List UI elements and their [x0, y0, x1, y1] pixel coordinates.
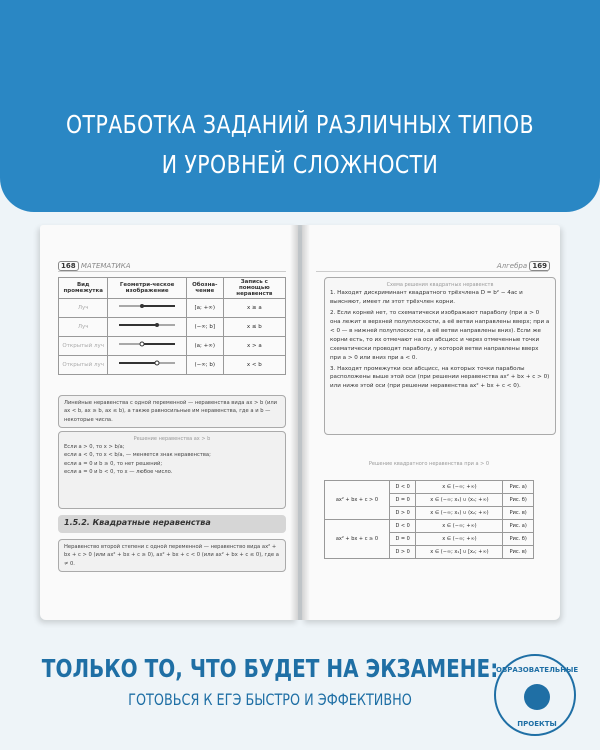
- right-header-rule: [316, 271, 548, 272]
- interval-notation: [a; +∞): [186, 299, 223, 318]
- list-item: если a < 0, то x < b/a, — меняется знак неравенства;: [64, 452, 211, 459]
- table-header-cell: Запись с помощью неравенств: [223, 278, 285, 299]
- left-page-number: 168: [58, 261, 79, 271]
- interval-notation: (a; +∞): [186, 337, 223, 356]
- scheme-step-2: 2. Если корней нет, то схематически изображают параболу (при a > 0 она лежит в верхней полуплоскости, а её ветви направлены вверх; при a < 0 — в нижней полуплоскости, а её ветви направлены вниз). Если же корни есть, то их отмечают на оси абсцисс и через отмеченные точки схематически проводят параболу, у которой ветви направлены вверх при a > 0 или вниз при a < 0.: [330, 309, 550, 361]
- intervals-table-header: [59, 278, 286, 299]
- discriminant-cell: D < 0: [389, 520, 416, 533]
- publisher-logo: [494, 654, 579, 736]
- linear-solution-title: Решение неравенства ax > b: [133, 436, 211, 442]
- scheme-step-3: 3. Находят промежутки оси абсцисс, на которых точки параболы расположены выше этой оси (при решении неравенства ax² + bx + c > 0) или ниже этой оси (при решении неравенства ax² + bx + c < 0).: [330, 365, 550, 390]
- quadratic-solution-table: [324, 480, 534, 559]
- table-row: [325, 481, 534, 494]
- interval-inequality: x < b: [223, 356, 285, 375]
- quadratic-table-title: Решение квадратного неравенства при a > 0: [368, 461, 490, 467]
- right-running-head: [497, 261, 550, 271]
- left-header-rule: [58, 271, 286, 272]
- answer-cell: x ∈ (−∞; +∞): [416, 533, 503, 546]
- number-line-figure: [108, 299, 187, 318]
- discriminant-cell: D > 0: [389, 507, 416, 520]
- answer-cell: x ∈ (−∞; +∞): [416, 520, 503, 533]
- logo-top-text: ОБРАЗОВАТЕЛЬНЫЕ: [496, 666, 579, 674]
- table-row: [59, 299, 286, 318]
- inequality-cell: ax² + bx + c > 0: [325, 481, 390, 520]
- number-line-figure: [108, 337, 187, 356]
- scheme-step-1: 1. Находят дискриминант квадратного трёхчлена D = b² − 4ac и выясняют, имеет ли этот трёхчлен корни.: [330, 290, 523, 305]
- intervals-table: [58, 277, 286, 375]
- list-item: если a = 0 и b < 0, то x — любое число.: [64, 468, 173, 475]
- answer-cell: x ∈ (−∞; +∞): [416, 481, 503, 494]
- table-row: [59, 356, 286, 375]
- right-page-number: 169: [529, 261, 550, 271]
- left-page: [40, 225, 298, 620]
- figure-cell: Рис. б): [503, 533, 534, 546]
- discriminant-cell: D < 0: [389, 481, 416, 494]
- table-row: [59, 318, 286, 337]
- table-row: [59, 337, 286, 356]
- linear-solution-box: [58, 431, 286, 509]
- section-heading: 1.5.2. Квадратные неравенства: [58, 515, 286, 533]
- interval-inequality: x ≥ a: [223, 299, 285, 318]
- banner-headline-line1: ОТРАБОТКА ЗАДАНИЙ РАЗЛИЧНЫХ ТИПОВ: [65, 110, 535, 139]
- open-book: [40, 225, 560, 625]
- interval-kind: Луч: [59, 299, 108, 318]
- figure-cell: Рис. в): [503, 546, 534, 559]
- left-running-title: МАТЕМАТИКА: [80, 262, 131, 270]
- number-line-figure: [108, 318, 187, 337]
- table-header-cell: Вид промежутка: [59, 278, 108, 299]
- interval-inequality: x > a: [223, 337, 285, 356]
- figure-cell: Рис. б): [503, 494, 534, 507]
- quadratic-definition: Неравенство второй степени с одной переменной — неравенство вида ax² + bx + c > 0 (или ax² + bx + c ≥ 0), ax² + bx + c < 0 (или ax² + bx + c ≤ 0), где a ≠ 0.: [64, 544, 279, 567]
- logo-bottom-text: ПРОЕКТЫ: [517, 720, 557, 728]
- interval-kind: Открытый луч: [59, 337, 108, 356]
- discriminant-cell: D = 0: [389, 494, 416, 507]
- inequality-cell: ax² + bx + c ≥ 0: [325, 520, 390, 559]
- table-header-cell: Обозна-чение: [186, 278, 223, 299]
- answer-cell: x ∈ (−∞; x₁] ∪ [x₂; +∞): [416, 546, 503, 559]
- interval-kind: Луч: [59, 318, 108, 337]
- table-header-cell: Геометри-ческое изображение: [108, 278, 187, 299]
- list-item: Если a > 0, то x > b/a;: [64, 444, 125, 450]
- figure-cell: Рис. а): [503, 481, 534, 494]
- quadratic-definition-box: [58, 539, 286, 572]
- right-running-title: Алгебра: [496, 262, 528, 270]
- book-spine-shadow: [290, 225, 310, 620]
- interval-kind: Открытый луч: [59, 356, 108, 375]
- linear-inequality-definition: Линейные неравенства с одной переменной — неравенства вида ax > b (или ax < b, ax ≥ b, ax ≤ b), а также равносильные им неравенства, где a и b — некоторые числа.: [64, 400, 278, 423]
- scheme-box: [324, 277, 556, 435]
- interval-notation: (−∞; b]: [186, 318, 223, 337]
- answer-cell: x ∈ (−∞; x₁) ∪ (x₁; +∞): [416, 494, 503, 507]
- figure-cell: Рис. а): [503, 520, 534, 533]
- list-item: если a = 0 и b ≥ 0, то нет решений;: [64, 460, 163, 467]
- figure-cell: Рис. в): [503, 507, 534, 520]
- number-line-figure: [108, 356, 187, 375]
- discriminant-cell: D = 0: [389, 533, 416, 546]
- footer-headline: ТОЛЬКО ТО, ЧТО БУДЕТ НА ЭКЗАМЕНЕ:: [41, 654, 499, 683]
- left-running-head: [58, 261, 131, 271]
- discriminant-cell: D > 0: [389, 546, 416, 559]
- right-page: [302, 225, 560, 620]
- top-banner: [0, 0, 600, 212]
- answer-cell: x ∈ (−∞; x₁) ∪ (x₂; +∞): [416, 507, 503, 520]
- footer-subline: ГОТОВЬСЯ К ЕГЭ БЫСТРО И ЭФФЕКТИВНО: [128, 690, 412, 709]
- banner-headline-line2: И УРОВНЕЙ СЛОЖНОСТИ: [161, 150, 439, 179]
- table-row: [325, 520, 534, 533]
- interval-inequality: x ≤ b: [223, 318, 285, 337]
- scheme-title: Схема решения квадратных неравенств: [386, 282, 494, 288]
- linear-inequality-definition-box: [58, 395, 286, 428]
- interval-notation: (−∞; b): [186, 356, 223, 375]
